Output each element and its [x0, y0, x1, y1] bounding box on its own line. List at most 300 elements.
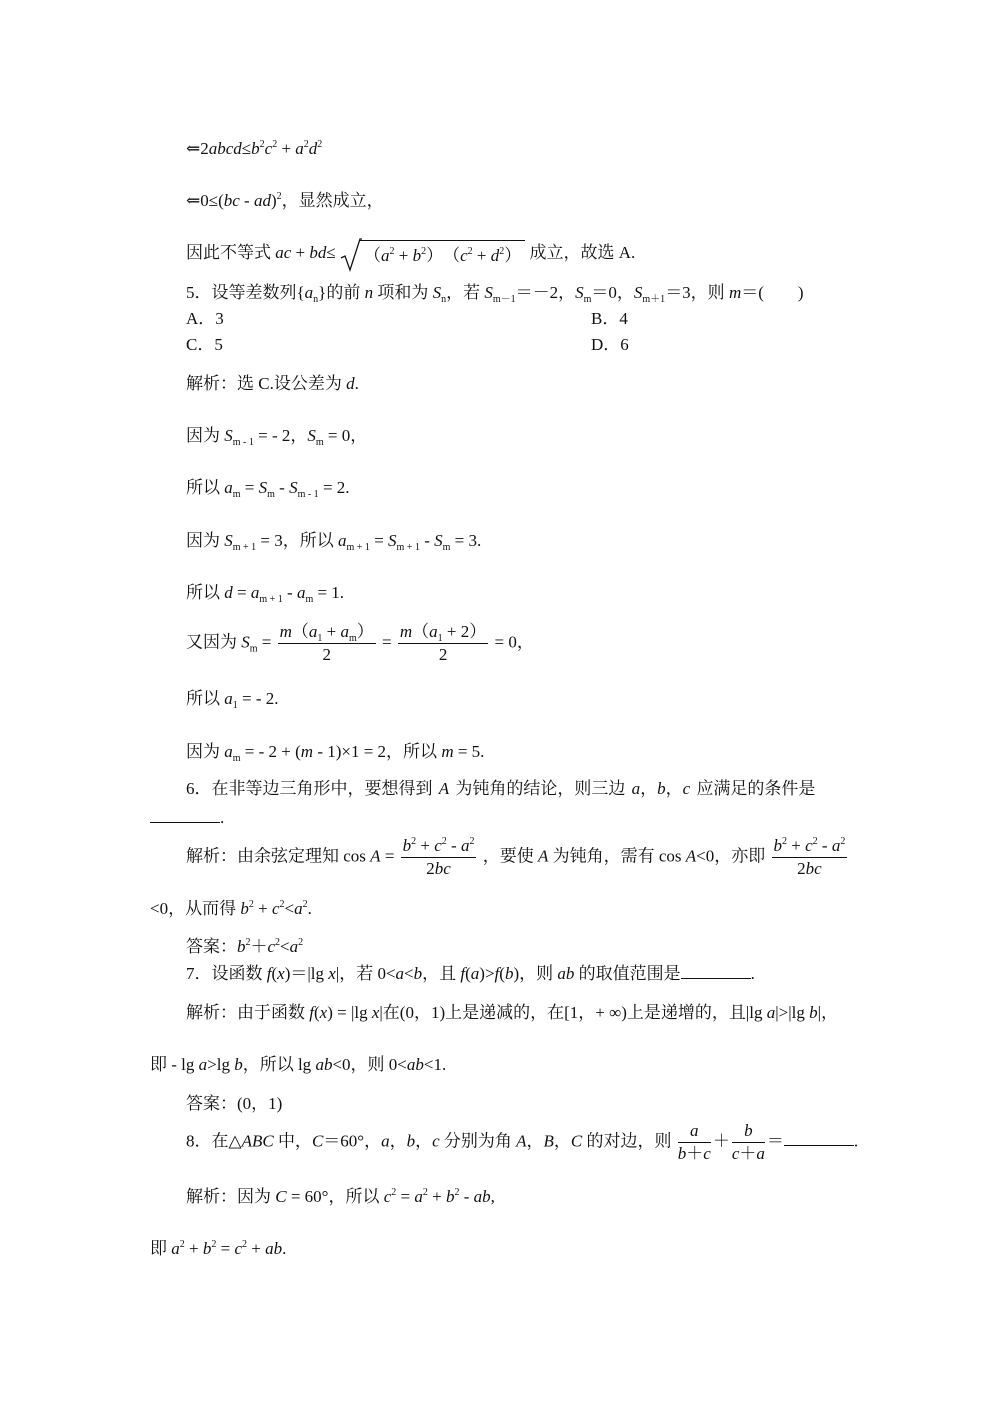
text: = — [380, 846, 399, 866]
exp: 2 — [812, 836, 818, 847]
subscript: m — [249, 643, 258, 655]
exp: 2 — [441, 836, 447, 847]
var: x — [277, 964, 285, 983]
text: ＋ — [686, 1144, 704, 1163]
var: c — [805, 836, 813, 855]
q5-option-a: A．3 — [186, 309, 224, 328]
text: ＋ — [739, 1144, 757, 1163]
text: < — [404, 964, 414, 983]
text: 因为 — [186, 742, 225, 761]
var: c — [271, 899, 280, 918]
subscript: m — [442, 542, 451, 553]
text: . — [307, 899, 312, 918]
fraction — [398, 622, 488, 665]
q5-stem — [186, 281, 804, 305]
exp: 2 — [454, 1187, 460, 1198]
var: ab — [315, 1055, 333, 1074]
text: ＝3，则 — [665, 283, 729, 302]
text: （ — [412, 622, 430, 641]
text: |， — [817, 1003, 839, 1022]
var: ac — [275, 242, 292, 262]
q4-line-3 — [186, 240, 635, 268]
text: 解析：因为 — [186, 1187, 276, 1206]
var: b — [773, 836, 783, 855]
var: b — [237, 937, 246, 956]
var: S — [633, 283, 643, 302]
var: S — [575, 283, 584, 302]
text: . — [853, 1131, 859, 1151]
text: + — [246, 1239, 266, 1258]
var: a — [224, 742, 233, 761]
var: d — [346, 374, 355, 393]
exp: 2 — [211, 1239, 217, 1250]
var: a — [198, 1055, 208, 1074]
denominator — [732, 1143, 765, 1164]
text: ， — [553, 1131, 571, 1151]
var: S — [388, 531, 397, 550]
exp: 2 — [179, 1239, 185, 1250]
text: ⇐0≤( — [186, 191, 224, 210]
q5-solution-6 — [186, 622, 534, 665]
text: - — [446, 836, 461, 855]
exp: 2 — [391, 1187, 397, 1198]
var: a — [690, 1121, 699, 1140]
text: = 0， — [323, 426, 368, 445]
text: ，显然成立， — [281, 191, 384, 210]
var: ab — [557, 964, 575, 983]
text: 所以 — [186, 689, 225, 708]
text: ，所以 lg — [242, 1055, 316, 1074]
var: ab — [265, 1239, 283, 1258]
text: ， — [640, 779, 658, 798]
exp: 2 — [276, 191, 282, 202]
var: ad — [253, 191, 271, 210]
text: 答案： — [186, 937, 237, 956]
text: 应满足的条件是 — [690, 779, 816, 798]
text: . — [220, 808, 225, 827]
var: S — [484, 283, 493, 302]
text: ＝60°， — [323, 1131, 382, 1151]
q8-solution-2 — [150, 1237, 286, 1261]
numerator — [401, 836, 477, 858]
var: b — [240, 899, 249, 918]
numerator — [278, 622, 376, 644]
var: bd — [309, 242, 327, 262]
text: = — [257, 632, 276, 652]
var: B — [543, 1131, 554, 1151]
var: A — [370, 846, 381, 866]
q5-solution-8 — [186, 740, 484, 764]
text: < — [280, 937, 290, 956]
var: a — [171, 1239, 180, 1258]
var: a — [340, 622, 349, 641]
text: )> — [479, 964, 495, 983]
denominator: 2 — [322, 645, 331, 664]
q7-solution-1 — [186, 1001, 838, 1025]
answer-blank — [784, 1129, 854, 1146]
q5-solution-1 — [186, 372, 359, 396]
text: + — [253, 899, 272, 918]
var: a — [308, 622, 318, 641]
var: m — [441, 742, 454, 761]
text: ＝0， — [591, 283, 634, 302]
var: c — [731, 1144, 740, 1163]
text: 5．设等差数列{ — [186, 283, 305, 302]
var: a — [338, 531, 347, 550]
q6-stem-line-2 — [150, 806, 224, 830]
text: - 1)×1 = 2，所以 — [313, 742, 442, 761]
var: f — [309, 1003, 314, 1022]
text: = - 2. — [237, 689, 279, 708]
exp: 2 — [241, 1239, 247, 1250]
var: c — [460, 246, 468, 265]
exp: 2 — [422, 1187, 428, 1198]
text: - — [459, 1187, 474, 1206]
var: x — [371, 1003, 380, 1022]
var: ab — [406, 1055, 424, 1074]
q5-option-d: D．6 — [591, 335, 629, 354]
text: ） （ — [426, 246, 461, 265]
var: S — [432, 283, 442, 302]
var: a — [289, 937, 299, 956]
text: 即 — [150, 1239, 172, 1258]
text: - — [274, 478, 290, 497]
text: + — [394, 246, 413, 265]
text: = 3. — [450, 531, 482, 550]
subscript: n — [313, 294, 319, 305]
text: ， — [389, 1131, 407, 1151]
exp: 2 — [411, 836, 417, 847]
var: S — [434, 531, 443, 550]
text: < — [284, 899, 295, 918]
text: 8．在△ — [186, 1131, 242, 1151]
var: a — [831, 836, 841, 855]
q5-solution-5 — [186, 581, 344, 605]
radical-sign-icon — [340, 238, 362, 272]
var: a — [304, 283, 314, 302]
numerator — [732, 1121, 765, 1143]
var: c — [383, 1187, 392, 1206]
var: ABC — [241, 1131, 274, 1151]
text: ，要使 — [482, 846, 538, 866]
text: }的前 — [318, 283, 365, 302]
var: S — [224, 531, 233, 550]
fraction — [678, 1121, 711, 1164]
q8-stem — [186, 1121, 858, 1164]
text: |>|lg — [775, 1003, 810, 1022]
text: - — [239, 191, 254, 210]
denominator — [401, 858, 477, 879]
text: 6．在非等边三角形中，要想得到 — [186, 779, 439, 798]
exp: 2 — [467, 246, 473, 257]
exp: 2 — [259, 139, 265, 150]
var: c — [432, 1131, 440, 1151]
q5-option-c: C．5 — [186, 335, 223, 354]
subscript: m — [583, 294, 592, 305]
fraction — [772, 836, 848, 879]
text: + — [291, 242, 310, 262]
text: )，则 — [513, 964, 558, 983]
var: a — [395, 964, 405, 983]
var: a — [766, 1003, 776, 1022]
text: ⇐2 — [186, 139, 209, 158]
var: b — [202, 1239, 212, 1258]
text: + — [184, 1239, 203, 1258]
text: ) — [270, 191, 277, 210]
var: bc — [223, 191, 240, 210]
q6-answer — [186, 935, 303, 959]
denominator — [772, 858, 848, 879]
var: b — [413, 964, 423, 983]
q6-solution-1 — [186, 836, 849, 879]
q5-option-b: B．4 — [591, 309, 628, 328]
text: ( — [271, 964, 278, 983]
text: ≤ — [241, 139, 252, 158]
text: - — [817, 836, 832, 855]
var: a — [295, 139, 304, 158]
radicand — [360, 240, 525, 267]
text: 2 — [426, 859, 435, 878]
q4-line-2 — [186, 189, 384, 213]
subscript: m — [305, 594, 314, 605]
text: 所以 — [186, 583, 225, 602]
var: A — [516, 1131, 527, 1151]
text: <1. — [423, 1055, 447, 1074]
text: >lg — [207, 1055, 235, 1074]
text: , — [490, 1187, 495, 1206]
text: ，且 — [422, 964, 461, 983]
subscript: m + 1 — [259, 594, 283, 605]
text: = 0， — [494, 632, 534, 652]
subscript: m — [232, 489, 241, 500]
text: （ — [291, 622, 309, 641]
subscript: m－1 — [492, 294, 516, 305]
var: c — [264, 139, 273, 158]
var: b — [402, 836, 412, 855]
q6-stem — [186, 777, 815, 801]
var: d — [224, 583, 233, 602]
text: - — [282, 583, 297, 602]
var: ab — [473, 1187, 491, 1206]
var: a — [756, 1144, 765, 1163]
var: A — [537, 846, 549, 866]
subscript: 1 — [232, 700, 238, 711]
var: a — [380, 246, 390, 265]
exp: 2 — [389, 246, 395, 257]
text: |在(0，1)上是递减的，在[1，+ ∞)上是递增的，且|lg — [379, 1003, 767, 1022]
var: bc — [805, 859, 822, 878]
var: f — [494, 964, 500, 983]
text: ， — [526, 1131, 544, 1151]
subscript: m — [315, 437, 324, 448]
text: = - 2 + ( — [240, 742, 301, 761]
q5-solution-4 — [186, 529, 481, 553]
text: = 5. — [453, 742, 485, 761]
exp: 2 — [317, 139, 323, 150]
text: + 2） — [442, 622, 487, 641]
exp: 2 — [245, 937, 251, 948]
text: = 2. — [318, 478, 350, 497]
q7-solution-2 — [150, 1053, 446, 1077]
text: = 60°，所以 — [286, 1187, 384, 1206]
text: = — [396, 1187, 415, 1206]
var: S — [224, 426, 233, 445]
var: f — [460, 964, 466, 983]
numerator — [398, 622, 488, 644]
var: c — [682, 779, 691, 798]
exp: 2 — [298, 937, 304, 948]
var: m — [300, 742, 314, 761]
text: <0，亦即 — [696, 846, 766, 866]
text: = - 2， — [253, 426, 308, 445]
text: + — [416, 836, 435, 855]
exp: 2 — [272, 139, 278, 150]
var: a — [470, 964, 480, 983]
subscript: 1 — [437, 633, 443, 644]
q6-solution-2 — [150, 897, 312, 921]
var: C — [311, 1131, 324, 1151]
text: 为钝角，需有 cos — [548, 846, 686, 866]
var: d — [490, 246, 500, 265]
var: a — [296, 583, 306, 602]
var: b — [504, 964, 514, 983]
text: ( — [465, 964, 471, 983]
exp: 2 — [275, 937, 281, 948]
subscript: m + 1 — [396, 542, 420, 553]
var: S — [307, 426, 316, 445]
text: = — [232, 583, 251, 602]
text: 的取值范围是 — [574, 964, 681, 983]
exp: 2 — [303, 139, 309, 150]
exp: 2 — [279, 899, 285, 910]
text: ≤ — [326, 242, 336, 262]
text: ( — [499, 964, 505, 983]
subscript: m + 1 — [232, 542, 257, 553]
var: b — [406, 1131, 416, 1151]
text: ＝( ) — [741, 283, 804, 302]
text: （ — [363, 246, 381, 265]
text: 因为 — [186, 531, 225, 550]
subscript: m — [349, 633, 357, 644]
q5-solution-2 — [186, 424, 367, 448]
var: d — [308, 139, 318, 158]
var: a — [224, 689, 233, 708]
text: = — [240, 478, 259, 497]
text: 所以 — [186, 478, 225, 497]
text: ） — [504, 246, 522, 265]
var: b — [677, 1144, 687, 1163]
denominator — [678, 1143, 711, 1164]
var: b — [657, 779, 666, 798]
var: S — [241, 632, 250, 652]
text: = 1. — [313, 583, 345, 602]
var: S — [289, 478, 298, 497]
text: 项和为 — [373, 283, 433, 302]
var: a — [414, 1187, 423, 1206]
exp: 2 — [248, 899, 254, 910]
var: m — [279, 622, 292, 641]
exp: 2 — [499, 246, 505, 257]
numerator — [678, 1121, 711, 1143]
text: + — [427, 1187, 446, 1206]
text: ＋ — [712, 1131, 730, 1151]
var: b — [412, 246, 422, 265]
var: x — [328, 964, 336, 983]
var: A — [438, 779, 450, 798]
var: a — [224, 478, 233, 497]
q5-solution-7 — [186, 687, 279, 711]
text: ) = |lg — [327, 1003, 372, 1022]
var: S — [258, 478, 268, 497]
subscript: m + 1 — [346, 542, 370, 553]
text: )＝|lg — [284, 964, 329, 983]
var: a — [429, 622, 438, 641]
fraction — [278, 622, 376, 665]
answer-blank — [681, 962, 751, 979]
text: 分别为角 — [439, 1131, 517, 1151]
q4-line-1 — [186, 137, 322, 161]
text: . — [354, 374, 359, 393]
var: c — [234, 1239, 242, 1258]
var: m — [399, 622, 413, 641]
text: ＋ — [250, 937, 268, 956]
answer-blank — [150, 806, 220, 823]
subscript: 1 — [317, 633, 323, 644]
text: + — [277, 139, 296, 158]
var: m — [728, 283, 742, 302]
exp: 2 — [302, 899, 308, 910]
text: = 3，所以 — [256, 531, 339, 550]
exp: 2 — [840, 836, 846, 847]
text: . — [750, 964, 755, 983]
var: b — [234, 1055, 243, 1074]
text: ＝ — [766, 1131, 784, 1151]
text: 为钝角的结论，则三边 — [449, 779, 632, 798]
var: n — [364, 283, 374, 302]
var: c — [434, 836, 442, 855]
q7-stem — [186, 962, 755, 986]
text: . — [282, 1239, 287, 1258]
var: a — [381, 1131, 390, 1151]
square-root — [340, 240, 525, 268]
text: 中， — [273, 1131, 312, 1151]
text: 成立，故选 A. — [529, 242, 636, 262]
q5-solution-3 — [186, 476, 350, 500]
text: |，若 0< — [335, 964, 396, 983]
subscript: m — [232, 753, 241, 764]
var: b — [809, 1003, 818, 1022]
text: + — [322, 622, 341, 641]
var: C — [570, 1131, 583, 1151]
text: 解析：由于函数 — [186, 1003, 310, 1022]
text: 2 — [797, 859, 806, 878]
text: 又因为 — [186, 632, 242, 652]
text: ） — [356, 622, 374, 641]
text: <0，则 0< — [332, 1055, 407, 1074]
var: x — [319, 1003, 328, 1022]
var: a — [294, 899, 303, 918]
text: ， — [665, 779, 683, 798]
text: = — [369, 531, 389, 550]
text: = — [382, 632, 396, 652]
exp: 2 — [469, 836, 475, 847]
text: ＝－2， — [515, 283, 576, 302]
var: c — [267, 937, 276, 956]
subscript: n — [441, 294, 447, 305]
var: a — [460, 836, 470, 855]
subscript: m - 1 — [232, 437, 254, 448]
var: C — [275, 1187, 287, 1206]
